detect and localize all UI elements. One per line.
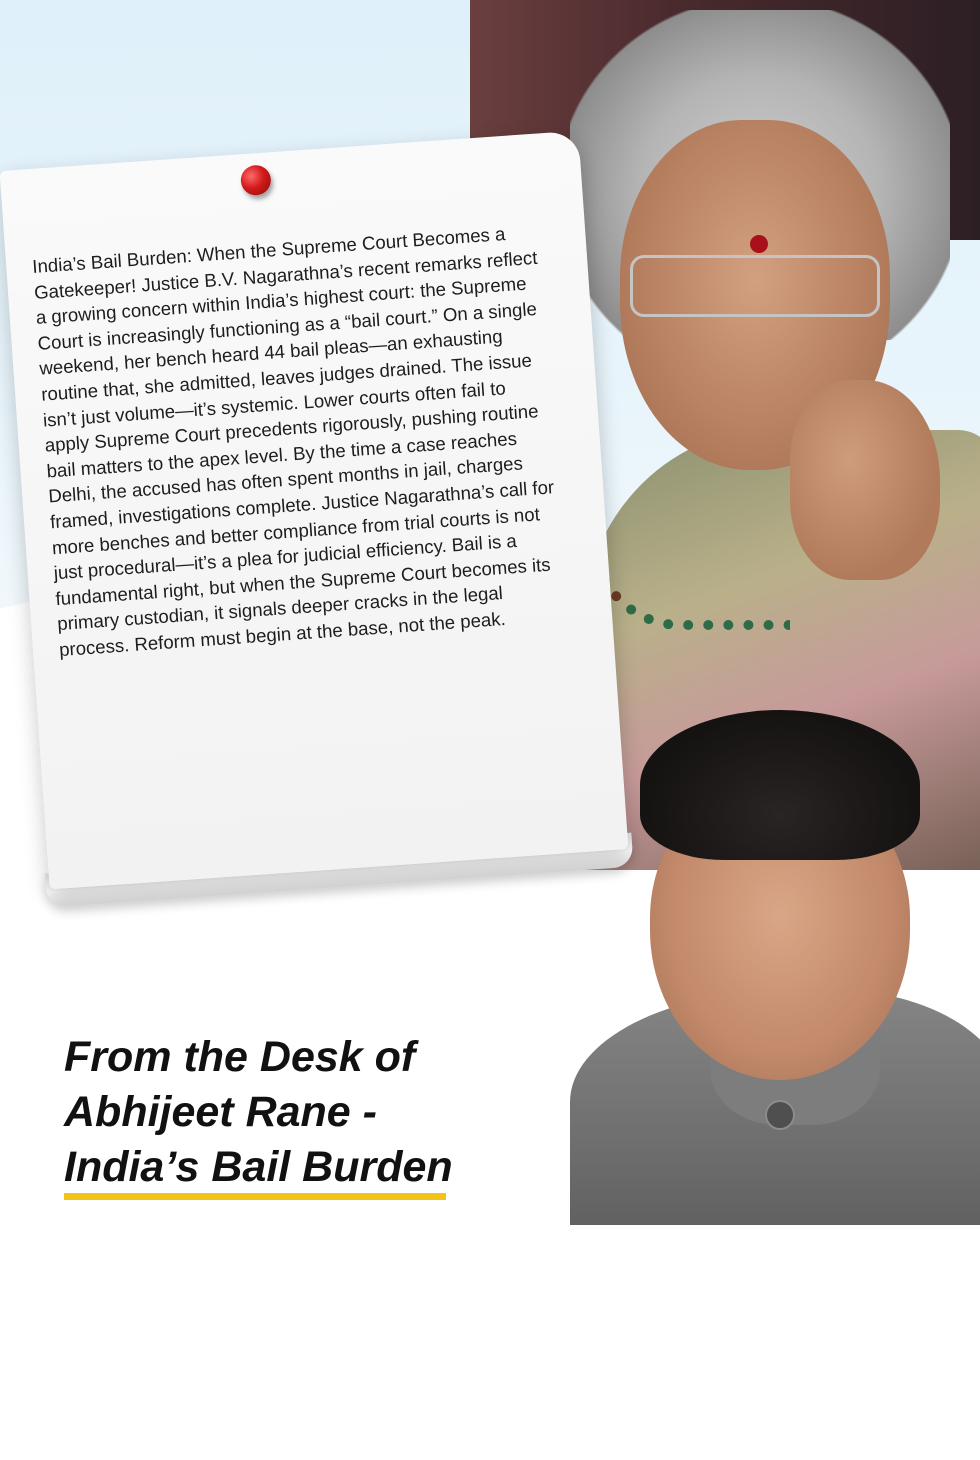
portrait-justice-hand — [790, 380, 940, 580]
portrait-author — [560, 700, 980, 1225]
portrait-justice-necklace — [590, 460, 790, 630]
note-body-text: India’s Bail Burden: When the Supreme Court Becomes a Gatekeeper! Justice B.V. Nagarathna’s recent remarks reflect a growing concern within India’s highest court: the Supreme Court is increasingly functioning as a “bail court.” On a single weekend, her bench heard 44 bail pleas—an exhausting routine that, she admitted, leaves judges drained. The issue isn’t just volume—it’s systemic. Lower courts often fail to apply Supreme Court precedents rigorously, pushing routine bail matters to the apex level. By the time a case reaches Delhi, the accused has often spent months in jail, charges framed, investigations complete. Justice Nagarathna’s call for more benches and better compliance from trial courts is not just procedural—it’s a plea for judicial efficiency. Bail is a fundamental right, but when the Supreme Court becomes its primary custodian, it signals deeper cracks in the legal process. Reform must begin at the base, not the peak. — [31, 223, 555, 661]
portrait-justice-bindi — [750, 235, 768, 253]
portrait-author-button — [765, 1100, 795, 1130]
portrait-author-hair — [640, 710, 920, 860]
title-line-1: From the Desk of — [64, 1033, 416, 1081]
title-line-3: India’s Bail Burden — [64, 1143, 453, 1191]
page-title — [64, 1030, 453, 1195]
title-line-2: Abhijeet Rane - — [64, 1088, 377, 1136]
note-paper — [0, 131, 628, 890]
title-underline — [64, 1193, 446, 1200]
portrait-justice-glasses — [630, 255, 880, 317]
